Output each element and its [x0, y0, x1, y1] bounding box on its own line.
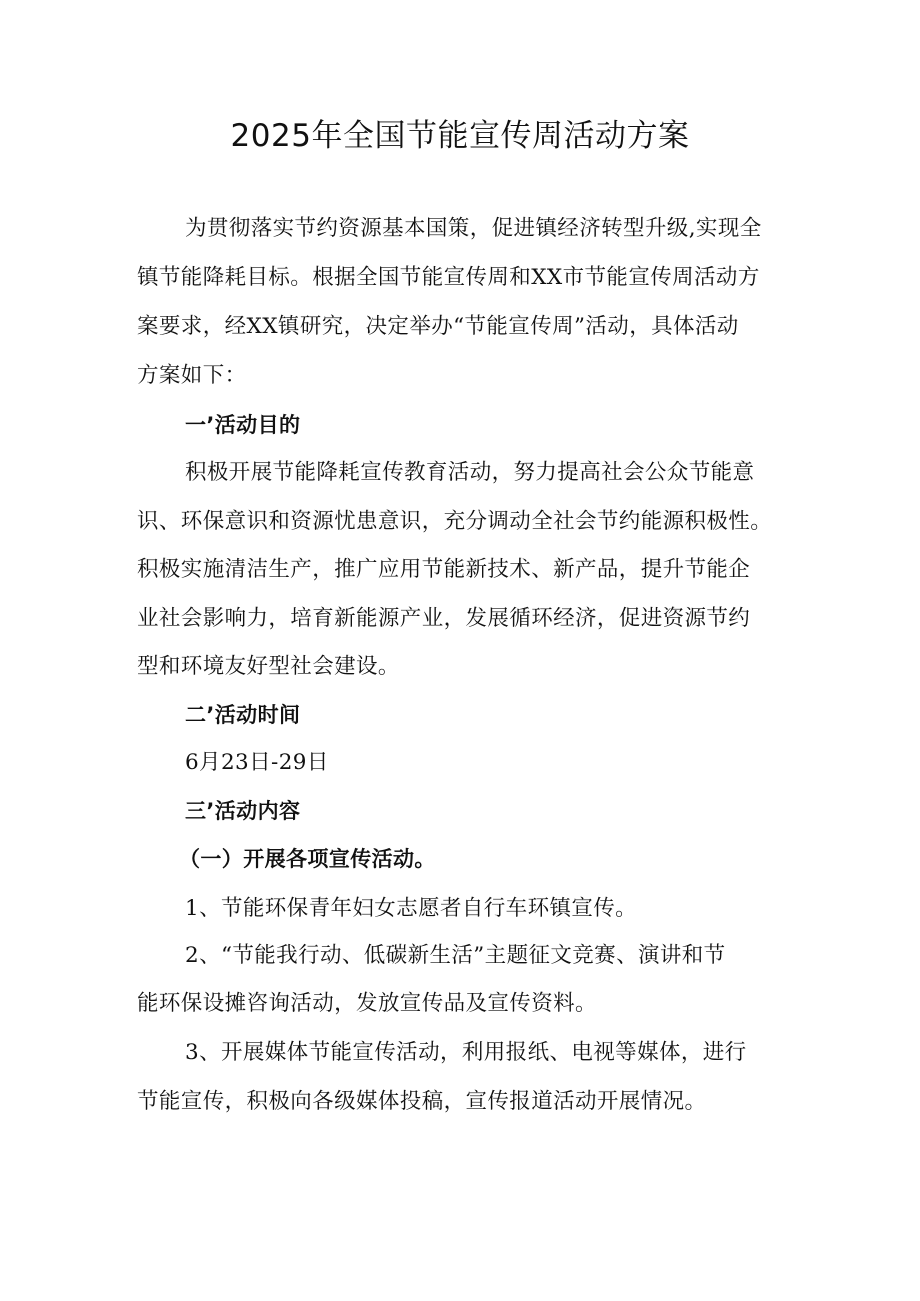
content-item-line: 3、开展媒体节能宣传活动，利用报纸、电视等媒体，进行 [185, 1040, 747, 1065]
section-heading-time: 二’活动时间 [185, 703, 301, 727]
content-item-line: 2、“节能我行动、低碳新生活”主题征文竞赛、演讲和节 [185, 943, 726, 968]
content-item-line: 1、节能环保青年妇女志愿者自行车环镇宣传。 [185, 896, 638, 921]
purpose-line: 型和环境友好型社会建设。 [137, 654, 400, 679]
content-item-line: 能环保设摊咨询活动，发放宣传品及宣传资料。 [137, 991, 597, 1016]
content-item-line: 节能宣传，积极向各级媒体投稿，宣传报道活动开展情况。 [137, 1089, 707, 1114]
subsection-heading: （一）开展各项宣传活动。 [179, 847, 436, 871]
intro-line: 为贯彻落实节约资源基本国策，促进镇经济转型升级,实现全 [185, 216, 762, 241]
section-heading-purpose: 一’活动目的 [185, 413, 301, 437]
intro-line: 镇节能降耗目标。根据全国节能宣传周和XX市节能宣传周活动方 [137, 265, 760, 290]
purpose-line: 识、环保意识和资源忧患意识，充分调动全社会节约能源积极性。 [137, 509, 773, 534]
activity-date: 6月23日-29日 [185, 750, 329, 775]
section-heading-content: 三’活动内容 [185, 799, 301, 823]
document-title: 2025年全国节能宣传周活动方案 [230, 118, 690, 154]
intro-line: 方案如下： [137, 363, 247, 388]
purpose-line: 业社会影响力，培育新能源产业，发展循环经济，促进资源节约 [137, 606, 751, 631]
purpose-line: 积极实施清洁生产，推广应用节能新技术、新产品，提升节能企 [137, 557, 751, 582]
purpose-line: 积极开展节能降耗宣传教育活动，努力提高社会公众节能意 [185, 460, 755, 485]
intro-line: 案要求，经XX镇研究，决定举办“节能宣传周”活动，具体活动 [137, 314, 739, 339]
